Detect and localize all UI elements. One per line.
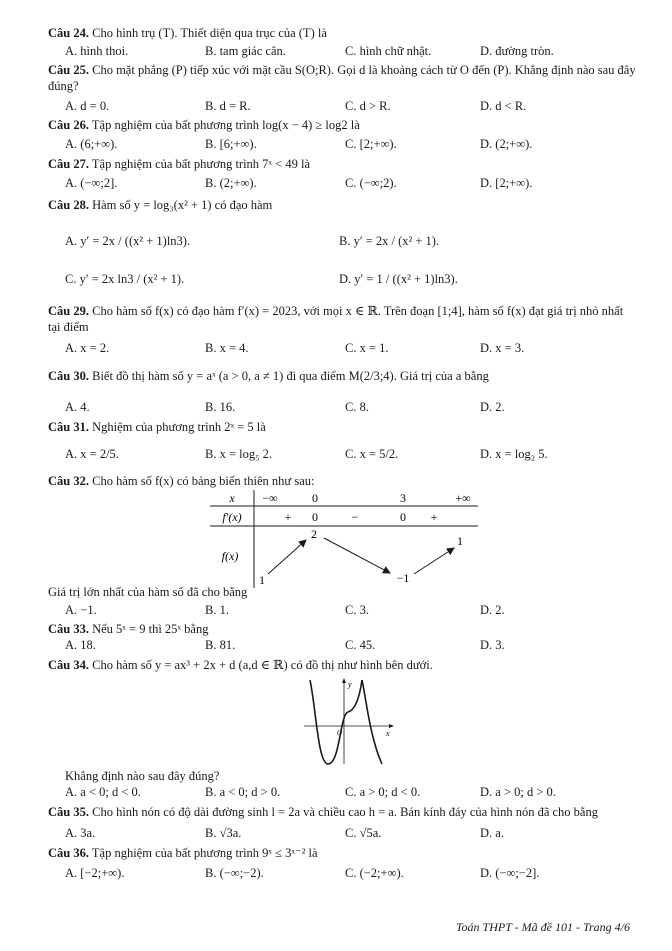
question-number: Câu 28. xyxy=(48,198,89,212)
sign: + xyxy=(284,510,292,524)
option-a: A. hình thoi. xyxy=(65,44,129,58)
option-d: D. x = 3. xyxy=(480,341,525,355)
question-33 xyxy=(48,622,636,638)
option-a: A. (6;+∞). xyxy=(65,137,118,151)
option-d: D. (−∞;−2]. xyxy=(480,866,540,880)
question-number: Câu 30. xyxy=(48,369,89,383)
sign: 0 xyxy=(400,510,406,524)
option-b: B. 16. xyxy=(205,400,236,414)
x-value: +∞ xyxy=(455,491,471,505)
option-c: C. a > 0; d < 0. xyxy=(345,785,421,799)
question-26 xyxy=(48,118,636,134)
arrow-down xyxy=(324,538,390,573)
question-25 xyxy=(48,63,636,94)
question-number: Câu 27. xyxy=(48,157,89,171)
question-text: Biết đồ thị hàm số y = aˣ (a > 0, a ≠ 1) đi qua điểm M(2/3;4). Giá trị của a bằng xyxy=(92,369,489,383)
options-26 xyxy=(65,137,636,157)
f-value: 2 xyxy=(311,527,317,541)
curve xyxy=(310,680,362,764)
question-number: Câu 29. xyxy=(48,304,89,318)
question-text: Nghiệm của phương trình 2ˣ = 5 là xyxy=(92,420,266,434)
option-c: C. 3. xyxy=(345,603,369,617)
option-d: D. y′ = 1 / ((x² + 1)ln3). xyxy=(339,272,458,286)
cubic-graph xyxy=(300,678,400,766)
options-33 xyxy=(65,638,636,658)
option-d: D. 2. xyxy=(480,603,505,617)
option-b: B. √3a. xyxy=(205,826,242,840)
options-27 xyxy=(65,176,636,196)
option-c: C. (−2;+∞). xyxy=(345,866,404,880)
option-b: B. (2;+∞). xyxy=(205,176,257,190)
option-c: C. x = 1. xyxy=(345,341,389,355)
option-d: D. a. xyxy=(480,826,504,840)
x-axis-label: x xyxy=(386,729,390,738)
question-number: Câu 32. xyxy=(48,474,89,488)
options-28-row1 xyxy=(65,234,636,254)
question-number: Câu 34. xyxy=(48,658,89,672)
x-axis-arrow xyxy=(389,724,394,728)
question-number: Câu 36. xyxy=(48,846,89,860)
x-value: 0 xyxy=(312,491,318,505)
question-text: Cho hình trụ (T). Thiết diện qua trục của (T) là xyxy=(92,26,327,40)
question-32 xyxy=(48,474,636,490)
option-c: C. y′ = 2x ln3 / (x² + 1). xyxy=(65,272,185,286)
option-c: C. hình chữ nhật. xyxy=(345,44,432,58)
option-d: D. đường tròn. xyxy=(480,44,554,58)
option-c: C. 45. xyxy=(345,638,376,652)
sign: 0 xyxy=(312,510,318,524)
option-a: A. 18. xyxy=(65,638,96,652)
y-axis-label: y xyxy=(348,680,352,689)
question-34 xyxy=(48,658,636,674)
question-number: Câu 31. xyxy=(48,420,89,434)
question-24 xyxy=(48,26,636,42)
option-c: C. 8. xyxy=(345,400,369,414)
question-text: Tập nghiệm của bất phương trình 9ˣ ≤ 3ˣ⁻² là xyxy=(91,846,318,860)
options-35 xyxy=(65,826,636,846)
y-axis-arrow xyxy=(342,678,346,683)
question-32-followup: Giá trị lớn nhất của hàm số đã cho bằng xyxy=(48,585,248,599)
option-b: B. d = R. xyxy=(205,99,251,113)
options-32 xyxy=(65,603,636,623)
question-31 xyxy=(48,420,636,436)
arrow-up xyxy=(268,540,306,574)
question-text: Tập nghiệm của bất phương trình log(x − 4) ≥ log2 là xyxy=(91,118,360,132)
option-b: B. x = log₅ 2. xyxy=(205,447,272,461)
option-d: D. a > 0; d > 0. xyxy=(480,785,556,799)
option-b: B. 81. xyxy=(205,638,236,652)
x-value: −∞ xyxy=(262,491,278,505)
f-value: −1 xyxy=(396,571,410,585)
option-a: A. [−2;+∞). xyxy=(65,866,125,880)
option-d: D. d < R. xyxy=(480,99,527,113)
option-a: A. (−∞;2]. xyxy=(65,176,118,190)
option-b: B. 1. xyxy=(205,603,229,617)
options-31 xyxy=(65,447,636,467)
sign: + xyxy=(430,510,438,524)
question-30 xyxy=(48,369,636,385)
option-b: B. [6;+∞). xyxy=(205,137,257,151)
options-24 xyxy=(65,44,636,64)
option-a: A. a < 0; d < 0. xyxy=(65,785,141,799)
f-value: 1 xyxy=(259,573,265,587)
question-text: Hàm số y = log₃(x² + 1) có đạo hàm xyxy=(92,198,273,212)
option-a: A. d = 0. xyxy=(65,99,110,113)
option-b: B. (−∞;−2). xyxy=(205,866,264,880)
options-25 xyxy=(65,99,636,119)
option-b: B. a < 0; d > 0. xyxy=(205,785,281,799)
option-b: B. tam giác cân. xyxy=(205,44,286,58)
question-number: Câu 26. xyxy=(48,118,89,132)
question-text: Cho hàm số f(x) có đạo hàm f′(x) = 2023, với mọi x ∈ ℝ. Trên đoạn [1;4], hàm số f(x) đạt giá trị nhỏ nhất tại điểm xyxy=(48,304,624,334)
sign: − xyxy=(351,510,359,524)
question-number: Câu 33. xyxy=(48,622,89,636)
variation-table xyxy=(210,490,480,590)
question-29 xyxy=(48,304,636,335)
option-a: A. y′ = 2x / ((x² + 1)ln3). xyxy=(65,234,191,248)
option-a: A. x = 2. xyxy=(65,341,110,355)
options-29 xyxy=(65,341,636,361)
option-a: A. 4. xyxy=(65,400,90,414)
option-c: C. x = 5/2. xyxy=(345,447,399,461)
origin-label: O xyxy=(337,729,343,737)
question-number: Câu 25. xyxy=(48,63,89,77)
option-a: A. −1. xyxy=(65,603,97,617)
option-d: D. 2. xyxy=(480,400,505,414)
option-c: C. √5a. xyxy=(345,826,382,840)
option-a: A. x = 2/5. xyxy=(65,447,119,461)
option-c: C. [2;+∞). xyxy=(345,137,397,151)
x-value: 3 xyxy=(400,491,406,505)
f-value: 1 xyxy=(457,534,463,548)
option-d: D. (2;+∞). xyxy=(480,137,533,151)
question-27 xyxy=(48,157,636,173)
question-36 xyxy=(48,846,636,862)
options-30 xyxy=(65,400,636,420)
row-label-fprime: f′(x) xyxy=(222,510,242,524)
question-number: Câu 24. xyxy=(48,26,89,40)
page-footer: Toán THPT - Mã đề 101 - Trang 4/6 xyxy=(455,920,630,934)
curve xyxy=(362,680,382,764)
question-number: Câu 35. xyxy=(48,805,89,819)
option-c: C. d > R. xyxy=(345,99,391,113)
option-d: D. 3. xyxy=(480,638,505,652)
arrow-up xyxy=(414,548,454,574)
option-c: C. (−∞;2). xyxy=(345,176,397,190)
question-text: Nếu 5ˣ = 9 thì 25ˣ bằng xyxy=(92,622,209,636)
question-34-followup: Khẳng định nào sau đây đúng? xyxy=(65,769,220,783)
question-35 xyxy=(48,805,636,821)
question-text: Tập nghiệm của bất phương trình 7ˣ < 49 là xyxy=(91,157,310,171)
options-36 xyxy=(65,866,636,886)
question-text: Cho hàm số y = ax³ + 2x + d (a,d ∈ ℝ) có đồ thị như hình bên dưới. xyxy=(92,658,433,672)
option-b: B. x = 4. xyxy=(205,341,249,355)
row-label-f: f(x) xyxy=(221,549,239,563)
question-text: Cho hàm số f(x) có bảng biến thiên như sau: xyxy=(92,474,315,488)
option-d: D. x = log₂ 5. xyxy=(480,447,548,461)
option-d: D. [2;+∞). xyxy=(480,176,533,190)
option-a: A. 3a. xyxy=(65,826,96,840)
options-34 xyxy=(65,785,636,805)
option-b: B. y′ = 2x / (x² + 1). xyxy=(339,234,440,248)
options-28-row2 xyxy=(65,272,636,292)
row-label-x: x xyxy=(229,491,235,505)
question-28 xyxy=(48,198,636,214)
question-text: Cho hình nón có độ dài đường sinh l = 2a và chiều cao h = a. Bán kính đáy của hình nón đã cho bằng xyxy=(92,805,598,819)
question-text: Cho mặt phẳng (P) tiếp xúc với mặt cầu S(O;R). Gọi d là khoảng cách từ O đến (P). Khẳng định nào sau đây đúng? xyxy=(48,63,636,93)
